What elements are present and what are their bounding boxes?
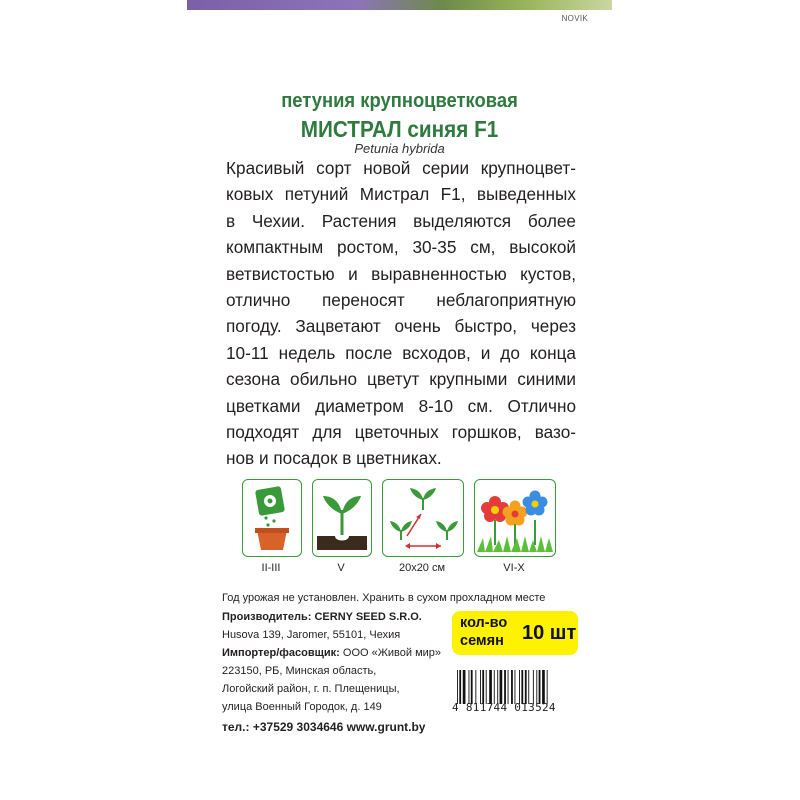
description-line: в Чехии. Растения выделяются более: [226, 210, 576, 231]
barcode-bar: [539, 670, 541, 704]
barcode-bar: [515, 670, 516, 704]
planting-spacing-icon: [382, 479, 464, 557]
barcode-bar: [486, 670, 487, 704]
address-line: улица Военный Городок, д. 149: [222, 701, 382, 713]
description-line: погоду. Зацветают очень быстро, через: [226, 316, 576, 337]
description-line: Красивый сорт новой серии крупноцвет-: [226, 158, 576, 178]
barcode-bar: [500, 670, 503, 704]
barcode-bar: [497, 670, 498, 704]
seedling-icon: [312, 479, 372, 557]
barcode-bar: [511, 670, 513, 704]
description-line: отлично переносят неблагоприятную: [226, 290, 576, 311]
barcode-bar: [480, 670, 481, 704]
barcode-bar: [463, 670, 466, 704]
brand-name: NOVIK: [561, 14, 588, 23]
flowers-icon: [474, 479, 556, 557]
description-line: нов и посадок в цветниках.: [226, 448, 442, 469]
barcode-bar: [494, 670, 495, 704]
barcode-bar: [508, 670, 509, 704]
barcode-bar: [547, 670, 548, 704]
importer-label: Импортер/фасовщик:: [222, 647, 340, 659]
producer-label: Производитель: CERNY SEED S.R.O.: [222, 611, 422, 623]
barcode-number: 4 811744 013524: [452, 701, 556, 714]
barcode-bar: [475, 670, 476, 704]
sowing-pot-icon: [242, 479, 302, 557]
barcode-bar: [521, 670, 523, 704]
barcode-bar: [536, 670, 537, 704]
barcode-bar: [471, 670, 473, 704]
description-line: цветками диаметром 8-10 см. Отлично: [226, 395, 576, 416]
barcode-bar: [482, 670, 484, 704]
description-line: ветвистостью и выравненностью кустов,: [226, 263, 576, 284]
description-line: 10-11 недель после всходов, и до конца: [226, 342, 576, 363]
importer-line: [222, 647, 441, 659]
barcode-bar: [525, 670, 527, 704]
product-type-title: петуния крупноцветковая: [281, 90, 518, 112]
barcode-bar: [469, 670, 470, 704]
seed-quantity: 10 шт: [522, 622, 577, 644]
importer-name: ООО «Живой мир»: [339, 647, 442, 659]
icon-label: VI-X: [503, 562, 525, 574]
barcode-bar: [528, 670, 529, 704]
badge-label-1: кол-во: [460, 615, 508, 631]
description-line: сезона обильно цветут крупными синими: [226, 369, 576, 390]
barcode-bar: [489, 670, 492, 704]
icon-label: 20x20 см: [398, 562, 446, 574]
barcode-bar: [504, 670, 506, 704]
badge-label-2: семян: [460, 633, 504, 649]
producer-address: Husova 139, Jaromer, 55101, Чехия: [222, 629, 401, 641]
barcode-bar: [457, 670, 458, 704]
description-line: компактным ростом, 30-35 см, высокой: [226, 237, 576, 258]
latin-name: Petunia hybrida: [354, 141, 445, 156]
icon-label: II-III: [261, 562, 281, 574]
barcode-bar: [542, 670, 545, 704]
icon-label: V: [337, 562, 345, 574]
seed-count-badge: [452, 611, 578, 655]
address-line: Логойский район, г. п. Плещеницы,: [222, 683, 400, 695]
variety-name: МИСТРАЛ синяя F1: [300, 116, 499, 142]
barcode-bar: [519, 670, 520, 704]
address-line: 223150, РБ, Минская область,: [222, 665, 377, 677]
description-line: подходят для цветочных горшков, вазо-: [226, 422, 576, 443]
barcode-bar: [459, 670, 461, 704]
description-line: ковых петуний Мистрал F1, выведенных: [226, 184, 576, 205]
storage-note: Год урожая не установлен. Хранить в сухом прохладном месте: [222, 592, 546, 604]
contacts: тел.: +37529 3034646 www.grunt.by: [222, 720, 426, 734]
barcode-bar: [533, 670, 534, 704]
product-photo-strip: [187, 0, 612, 10]
description: [226, 155, 576, 472]
variety-title: [208, 116, 591, 143]
